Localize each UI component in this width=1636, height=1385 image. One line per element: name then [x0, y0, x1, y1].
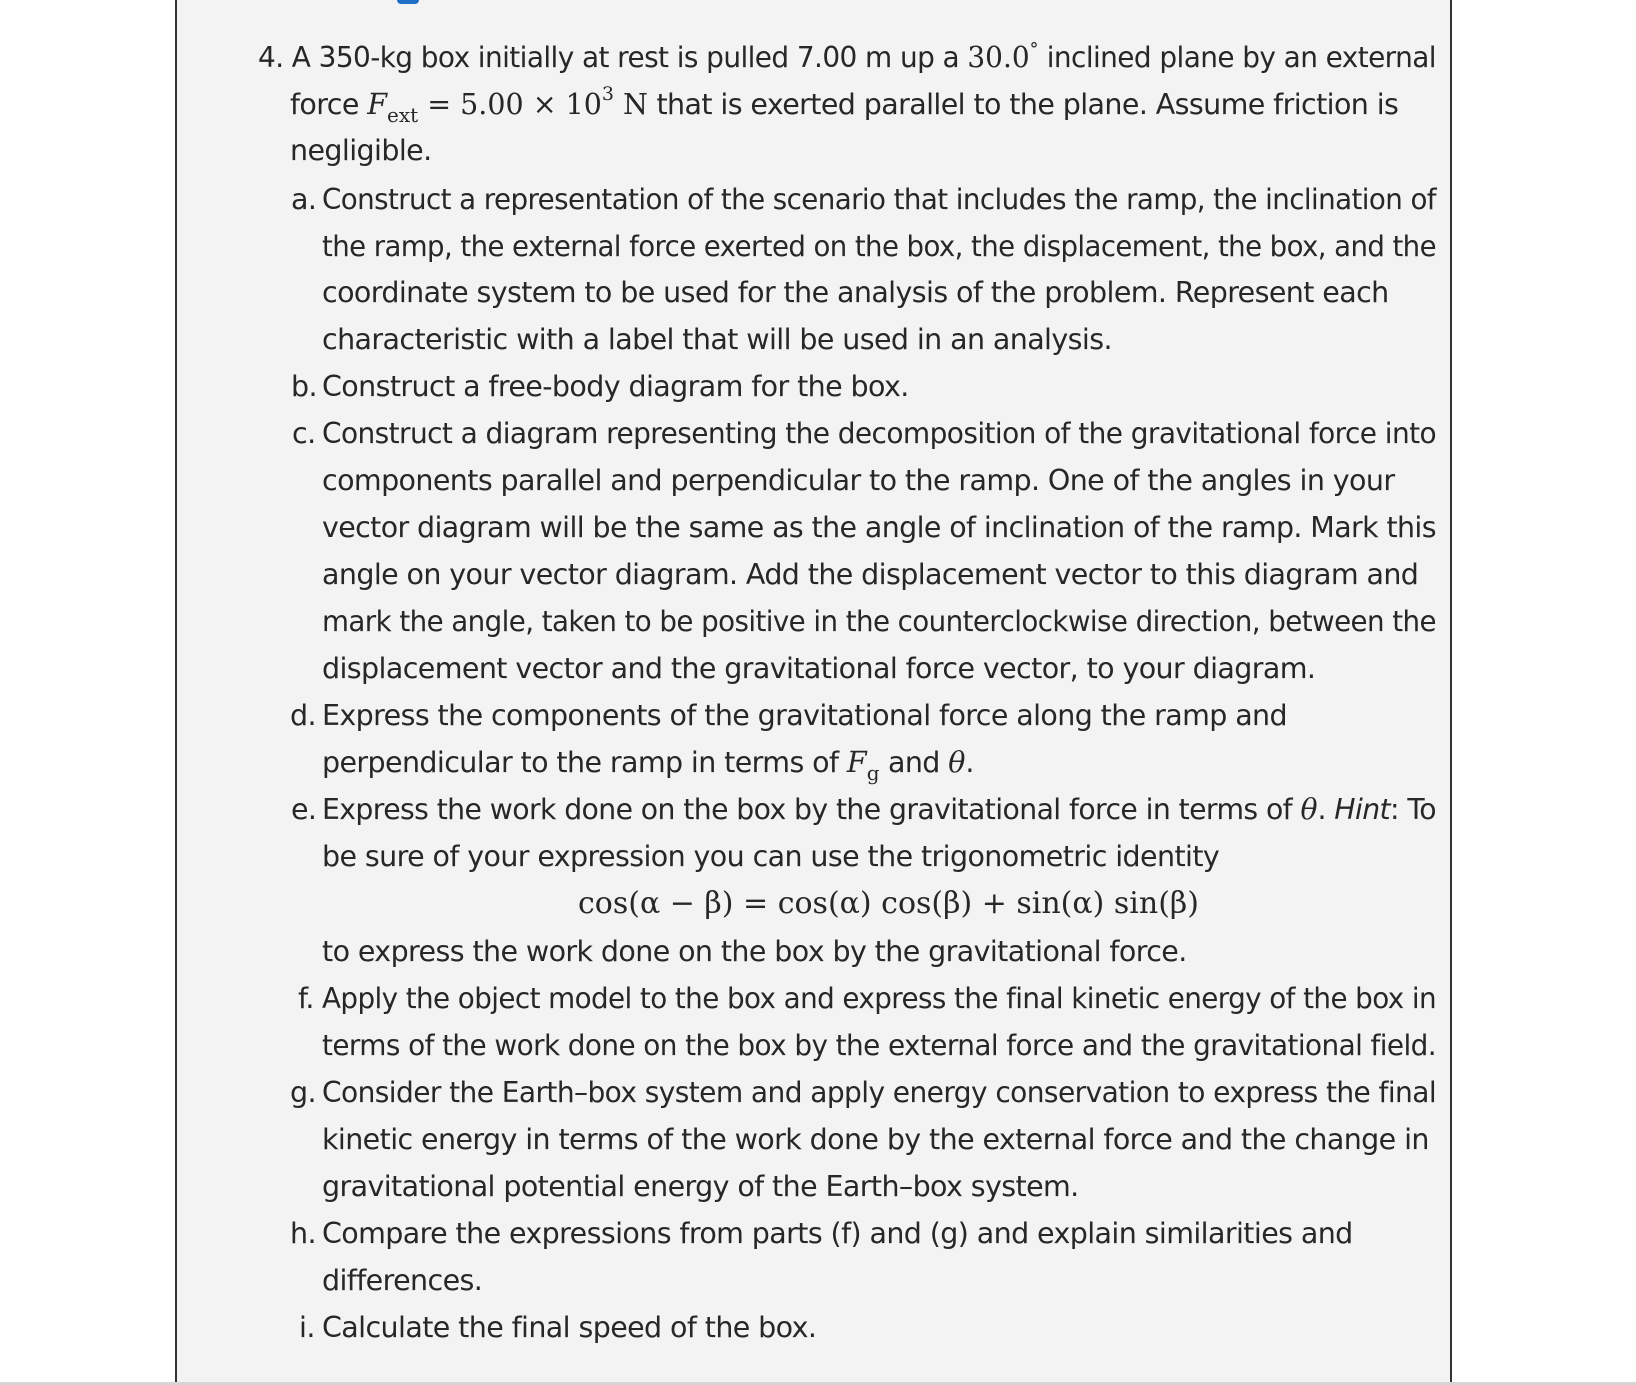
- part-g-line-2: kinetic energy in terms of the work done by the external force and the change in: [322, 1123, 1429, 1156]
- part-h-line-1: Compare the expressions from parts (f) and (g) and explain similarities and: [322, 1217, 1353, 1250]
- force-symbol: F: [367, 88, 388, 121]
- part-a-line-3: coordinate system to be used for the analysis of the problem. Represent each: [322, 276, 1389, 309]
- heading-accent-mark: [397, 0, 419, 4]
- part-c-line-5: mark the angle, taken to be positive in the counterclockwise direction, between the: [322, 605, 1436, 638]
- part-i-label: i.: [299, 1311, 315, 1344]
- angle-value: 30.0: [967, 41, 1030, 74]
- trig-identity-equation: cos(α − β) = cos(α) cos(β) + sin(α) sin(β): [578, 886, 1199, 921]
- part-f-line-1: Apply the object model to the box and express the final kinetic energy of the box in: [322, 982, 1437, 1015]
- part-a-line-2: the ramp, the external force exerted on the box, the displacement, the box, and the: [322, 230, 1436, 263]
- part-e-line-1: Express the work done on the box by the gravitational force in terms of θ. Hint: To: [322, 793, 1436, 826]
- part-d-line-2: perpendicular to the ramp in terms of $F_g$ and θ.: [322, 746, 974, 785]
- part-a-label: a.: [291, 183, 317, 216]
- fg-symbol: F: [846, 746, 867, 779]
- part-c-line-6: displacement vector and the gravitational force vector, to your diagram.: [322, 652, 1316, 685]
- part-h-label: h.: [290, 1217, 316, 1250]
- part-f-label: f.: [298, 982, 314, 1015]
- part-b-label: b.: [291, 370, 317, 403]
- part-h-line-2: differences.: [322, 1264, 483, 1297]
- part-a-line-1: Construct a representation of the scenario that includes the ramp, the inclination of: [322, 183, 1436, 216]
- problem-intro-line-3: negligible.: [290, 134, 432, 167]
- part-c-line-3: vector diagram will be the same as the angle of inclination of the ramp. Mark this: [322, 511, 1436, 544]
- hint-label: Hint: [1334, 793, 1391, 826]
- part-a-line-4: characteristic with a label that will be used in an analysis.: [322, 323, 1112, 356]
- theta-symbol: θ: [948, 746, 966, 779]
- problem-number: 4.: [258, 41, 284, 74]
- part-g-label: g.: [290, 1076, 316, 1109]
- part-e-line-2: be sure of your expression you can use the trigonometric identity: [322, 840, 1220, 873]
- part-e-label: e.: [291, 793, 317, 826]
- part-f-line-2: terms of the work done on the box by the external force and the gravitational field.: [322, 1029, 1437, 1062]
- part-g-line-1: Consider the Earth–box system and apply energy conservation to express the final: [322, 1076, 1437, 1109]
- part-i-line-1: Calculate the final speed of the box.: [322, 1311, 817, 1344]
- part-g-line-3: gravitational potential energy of the Earth–box system.: [322, 1170, 1079, 1203]
- problem-intro-line-1: 4. A 350-kg box initially at rest is pulled 7.00 m up a 30.0° inclined plane by an external: [258, 39, 1436, 74]
- part-c-line-4: angle on your vector diagram. Add the displacement vector to this diagram and: [322, 558, 1419, 591]
- part-c-label: c.: [292, 417, 316, 450]
- part-c-line-1: Construct a diagram representing the decomposition of the gravitational force into: [322, 417, 1437, 450]
- part-d-line-1: Express the components of the gravitational force along the ramp and: [322, 699, 1288, 732]
- theta-symbol: θ: [1300, 793, 1318, 826]
- part-d-label: d.: [290, 699, 316, 732]
- problem-intro-line-2: force $F_{ext} = 5.00 \times 10^3$ N that is exerted parallel to the plane. Assume friction is: [290, 83, 1399, 127]
- part-c-line-2: components parallel and perpendicular to the ramp. One of the angles in your: [322, 464, 1395, 497]
- part-e-line-3: to express the work done on the box by the gravitational force.: [322, 935, 1187, 968]
- part-b-line-1: Construct a free-body diagram for the box.: [322, 370, 909, 403]
